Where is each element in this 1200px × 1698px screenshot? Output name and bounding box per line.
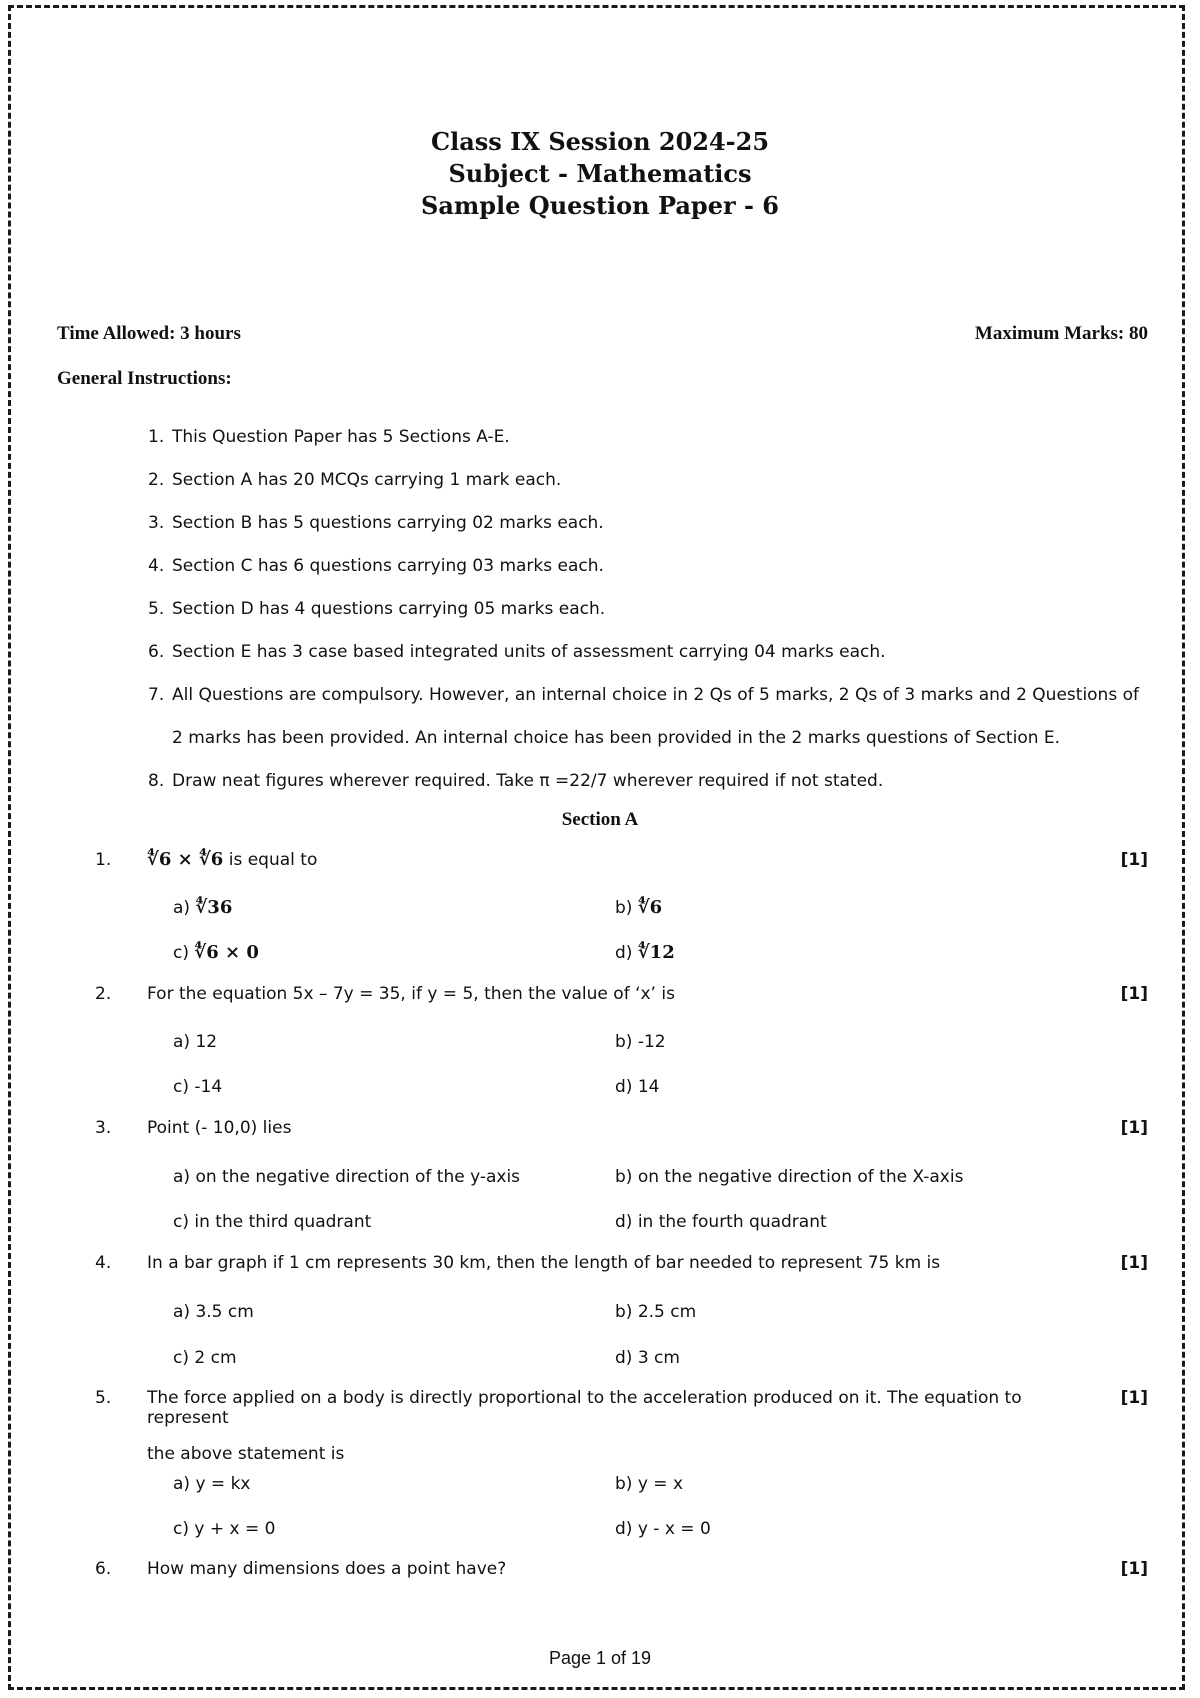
option-b: b) -12 — [615, 1032, 666, 1052]
instruction-item: 8. Draw neat figures wherever required. Take π =22/7 wherever required if not stated. — [148, 771, 884, 791]
question-stem: For the equation 5x – 7y = 35, if y = 5, then the value of ‘x’ is — [147, 984, 675, 1004]
option-c: c) in the third quadrant — [173, 1212, 372, 1232]
subject-title: Subject - Mathematics — [448, 159, 752, 188]
option-a: a) y = kx — [173, 1474, 251, 1494]
instruction-item-continued: 2 marks has been provided. An internal choice has been provided in the 2 marks questions of Section E. — [172, 728, 1061, 748]
question-stem: is equal to — [223, 850, 318, 870]
question-number: 3. — [95, 1118, 112, 1138]
option-c: c) ∜6 × 0 — [173, 942, 259, 963]
question-marks: [1] — [1120, 1253, 1148, 1273]
option-d: d) y - x = 0 — [615, 1519, 711, 1539]
question-marks: [1] — [1120, 1388, 1148, 1408]
option-d: d) 14 — [615, 1077, 660, 1097]
page-number: Page 1 of 19 — [548, 1648, 652, 1668]
question-stem-continued: the above statement is — [147, 1444, 345, 1464]
class-session-title: Class IX Session 2024-25 — [430, 127, 770, 156]
option-b: b) on the negative direction of the X-axis — [615, 1167, 964, 1187]
question-stem: How many dimensions does a point have? — [147, 1559, 507, 1579]
instruction-item: 4. Section C has 6 questions carrying 03 marks each. — [148, 556, 604, 576]
question-number: 6. — [95, 1559, 112, 1579]
question-number: 4. — [95, 1253, 112, 1273]
option-c: c) 2 cm — [173, 1348, 237, 1368]
option-b: b) ∜6 — [615, 897, 663, 918]
question-stem: In a bar graph if 1 cm represents 30 km, then the length of bar needed to represent 75 km is — [147, 1253, 941, 1273]
general-instructions-heading: General Instructions: — [57, 368, 232, 389]
option-d: d) in the fourth quadrant — [615, 1212, 827, 1232]
option-a: a) ∜36 — [173, 897, 233, 918]
option-d: d) 3 cm — [615, 1348, 680, 1368]
question-stem: Point (- 10,0) lies — [147, 1118, 292, 1138]
option-a: a) on the negative direction of the y-axis — [173, 1167, 521, 1187]
option-b: b) 2.5 cm — [615, 1302, 697, 1322]
option-c: c) y + x = 0 — [173, 1519, 276, 1539]
question-stem: The force applied on a body is directly proportional to the acceleration produced on it. The equation to represent — [147, 1388, 1022, 1428]
question-marks: [1] — [1120, 1118, 1148, 1138]
maximum-marks: Maximum Marks: 80 — [974, 323, 1148, 344]
option-a: a) 12 — [173, 1032, 218, 1052]
question-number: 1. — [95, 850, 112, 870]
option-b: b) y = x — [615, 1474, 683, 1494]
option-c: c) -14 — [173, 1077, 223, 1097]
question-math: ∜6 × ∜6 — [147, 849, 224, 870]
instruction-item: 1. This Question Paper has 5 Sections A-E. — [148, 427, 510, 447]
question-marks: [1] — [1120, 850, 1148, 870]
section-a-heading: Section A — [561, 809, 639, 830]
instructions-list — [148, 416, 1148, 803]
paper-title: Sample Question Paper - 6 — [421, 191, 779, 220]
instruction-item: 7. All Questions are compulsory. However, an internal choice in 2 Qs of 5 marks, 2 Qs of 3 marks and 2 Questions of — [148, 685, 1139, 705]
option-d: d) ∜12 — [615, 942, 675, 963]
question-number: 2. — [95, 984, 112, 1004]
option-a: a) 3.5 cm — [173, 1302, 254, 1322]
time-allowed: Time Allowed: 3 hours — [57, 323, 241, 344]
paper-header — [0, 126, 1200, 222]
instruction-item: 3. Section B has 5 questions carrying 02 marks each. — [148, 513, 604, 533]
question-marks: [1] — [1120, 1559, 1148, 1579]
question-marks: [1] — [1120, 984, 1148, 1004]
instruction-item: 2. Section A has 20 MCQs carrying 1 mark each. — [148, 470, 562, 490]
instruction-item: 5. Section D has 4 questions carrying 05 marks each. — [148, 599, 606, 619]
question-number: 5. — [95, 1388, 112, 1408]
instruction-item: 6. Section E has 3 case based integrated units of assessment carrying 04 marks each. — [148, 642, 886, 662]
exam-meta — [57, 323, 1148, 353]
